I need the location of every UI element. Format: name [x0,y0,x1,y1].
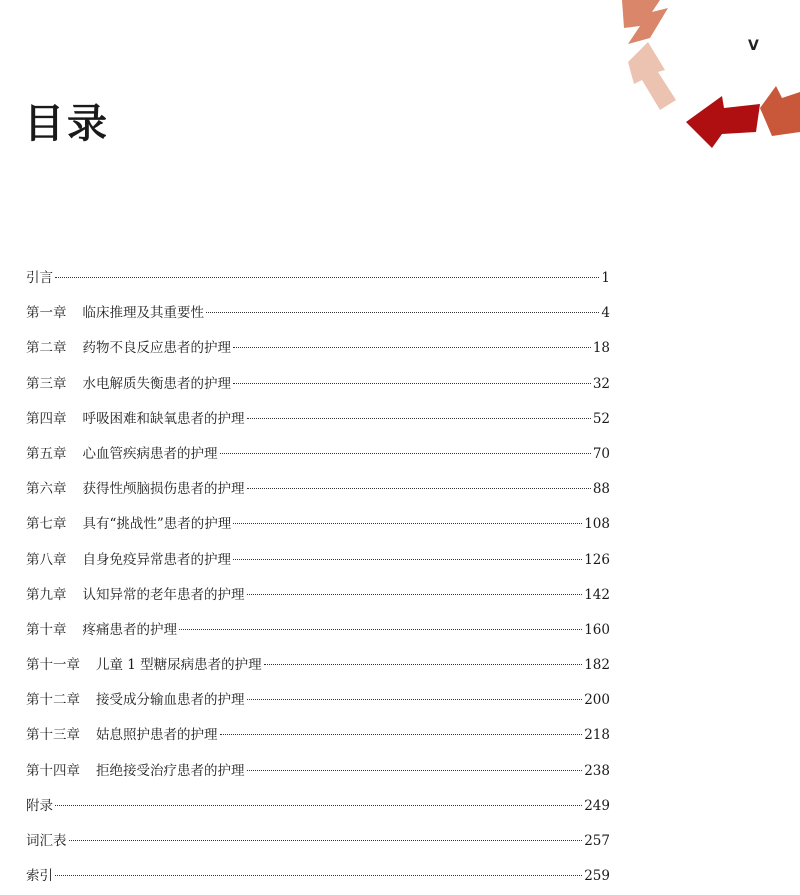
toc-entry-title: 心血管疾病患者的护理 [82,445,218,462]
toc-entry-title: 儿童 1 型糖尿病患者的护理 [96,657,262,674]
toc-entry-label [26,508,231,540]
toc-entry-title: 疼痛患者的护理 [82,621,177,638]
toc-entry-label [26,790,53,822]
toc-entry-label [26,860,53,892]
arrow-dark-icon [686,96,760,148]
toc-entry[interactable] [26,649,610,684]
toc-chapter-number: 第四章 [26,410,67,427]
toc-entry-title: 获得性颅脑损伤患者的护理 [82,481,245,498]
toc-entry-title: 附录 [26,797,53,814]
toc-chapter-number: 第十一章 [26,657,80,674]
circular-arrows-decoration [0,0,800,160]
arrow-salmon-icon [622,0,668,44]
toc-page-number: 32 [592,375,610,392]
toc-entry-title: 药物不良反应患者的护理 [82,340,231,357]
toc-page-number: 182 [584,657,610,674]
toc-entry[interactable] [26,684,610,719]
toc-entry[interactable] [26,368,610,403]
toc-entry-title: 具有“挑战性”患者的护理 [82,516,232,533]
toc-chapter-number: 第十三章 [26,727,80,744]
toc-entry-title: 索引 [26,868,53,885]
toc-page-number: 108 [584,516,610,533]
dot-leader [247,418,591,419]
toc-entry[interactable] [26,790,610,825]
toc-page-number: 142 [584,586,610,603]
dot-leader [233,523,582,524]
toc-page-number: 88 [592,481,610,498]
toc-entry-label [26,368,231,400]
toc-page-number: 238 [584,762,610,779]
toc-chapter-number: 第三章 [26,375,67,392]
dot-leader [69,840,583,841]
toc-entry[interactable] [26,438,610,473]
toc-entry-title: 自身免疫异常患者的护理 [82,551,231,568]
toc-entry-label [26,579,245,611]
page-number: V [748,38,759,54]
toc-chapter-number: 第十二章 [26,692,80,709]
toc-entry-label [26,755,245,787]
toc-chapter-number: 第一章 [26,305,67,322]
table-of-contents [26,262,610,895]
toc-entry-title: 认知异常的老年患者的护理 [82,586,245,603]
toc-chapter-number: 第八章 [26,551,67,568]
toc-entry-title: 水电解质失衡患者的护理 [82,375,231,392]
toc-entry[interactable] [26,262,610,297]
dot-leader [55,805,582,806]
toc-entry[interactable] [26,508,610,543]
toc-entry-title: 词汇表 [26,833,67,849]
toc-entry-title: 临床推理及其重要性 [82,305,204,322]
dot-leader [233,383,591,384]
dot-leader [247,488,591,489]
toc-entry-title: 呼吸困难和缺氧患者的护理 [82,410,245,427]
dot-leader [55,277,599,278]
toc-chapter-number: 第十章 [26,621,67,638]
toc-entry[interactable] [26,579,610,614]
arrow-pale-icon [628,42,676,110]
toc-entry-label [26,684,245,716]
toc-entry[interactable] [26,403,610,438]
toc-chapter-number: 第二章 [26,340,67,357]
toc-entry-label [26,719,218,751]
dot-leader [233,347,591,348]
toc-entry[interactable] [26,297,610,332]
dot-leader [247,594,583,595]
dot-leader [247,699,583,700]
toc-chapter-number: 第七章 [26,516,67,533]
dot-leader [206,312,599,313]
toc-entry-label [26,262,53,294]
toc-page-number: 249 [584,797,610,814]
toc-entry[interactable] [26,473,610,508]
toc-entry-label [26,438,218,470]
toc-entry-title: 姑息照护患者的护理 [96,727,218,744]
dot-leader [264,664,583,665]
toc-entry[interactable] [26,614,610,649]
toc-page-number: 52 [592,410,610,427]
toc-entry-label [26,544,231,576]
toc-entry-label [26,297,204,329]
toc-chapter-number: 第九章 [26,586,67,603]
toc-entry-title: 引言 [26,270,53,286]
toc-entry[interactable] [26,825,610,860]
toc-page-number: 257 [584,833,610,849]
toc-entry-label [26,825,67,857]
dot-leader [220,453,591,454]
dot-leader [233,559,582,560]
toc-entry-title: 接受成分输血患者的护理 [96,692,245,709]
dot-leader [220,734,583,735]
toc-entry[interactable] [26,719,610,754]
toc-page-number: 70 [592,445,610,462]
toc-page-number: 160 [584,621,610,638]
toc-entry-label [26,649,262,681]
toc-entry-label [26,403,245,435]
toc-page-number: 1 [601,270,610,286]
toc-chapter-number: 第五章 [26,445,67,462]
dot-leader [179,629,582,630]
toc-page-number: 18 [592,340,610,357]
toc-chapter-number: 第六章 [26,481,67,498]
toc-page-number: 126 [584,551,610,568]
toc-page-number: 259 [584,868,610,885]
toc-chapter-number: 第十四章 [26,762,80,779]
toc-entry[interactable] [26,860,610,895]
toc-entry-label [26,473,245,505]
toc-page-number: 4 [601,305,610,322]
toc-entry-label [26,614,177,646]
toc-entry[interactable] [26,544,610,579]
toc-page-number: 218 [584,727,610,744]
toc-entry[interactable] [26,332,610,367]
arrow-orange-icon [760,86,800,136]
toc-entry-title: 拒绝接受治疗患者的护理 [96,762,245,779]
page-title: 目录 [24,100,110,147]
dot-leader [55,875,582,876]
toc-page-number: 200 [584,692,610,709]
toc-entry-label [26,332,231,364]
toc-entry[interactable] [26,755,610,790]
dot-leader [247,770,583,771]
